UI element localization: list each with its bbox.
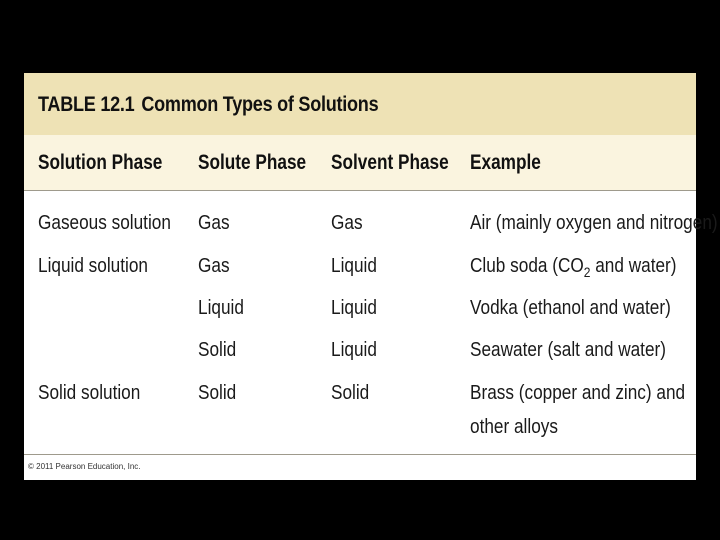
cell-example-line1: Brass (copper and zinc) and (470, 382, 686, 404)
example-text-post: and water) (590, 255, 677, 277)
cell-solvent-phase: Gas (331, 212, 363, 234)
cell-solvent-phase: Solid (331, 382, 370, 404)
cell-solution-phase: Liquid solution (38, 255, 148, 277)
cell-solute-phase: Solid (198, 382, 237, 404)
copyright-notice: © 2011 Pearson Education, Inc. (28, 462, 141, 471)
cell-solution-phase: Gaseous solution (38, 212, 171, 234)
table-title-bar (24, 73, 696, 135)
cell-solute-phase: Gas (198, 255, 230, 277)
cell-solute-phase: Solid (198, 339, 237, 361)
header-solute-phase: Solute Phase (198, 151, 307, 174)
header-solution-phase: Solution Phase (38, 151, 163, 174)
cell-solute-phase: Liquid (198, 297, 244, 319)
cell-solution-phase: Solid solution (38, 382, 141, 404)
cell-example-line2: other alloys (470, 416, 558, 438)
table-header-row (24, 135, 696, 191)
table-name: Common Types of Solutions (141, 93, 379, 116)
table-title (38, 93, 378, 117)
table-panel (24, 73, 718, 480)
cell-example: Air (mainly oxygen and nitrogen) (470, 212, 718, 234)
cell-solvent-phase: Liquid (331, 297, 377, 319)
example-text-pre: Club soda (CO (470, 255, 584, 277)
cell-solvent-phase: Liquid (331, 339, 377, 361)
cell-solvent-phase: Liquid (331, 255, 377, 277)
cell-example: Seawater (salt and water) (470, 339, 666, 361)
cell-example (470, 255, 677, 280)
table-label: TABLE 12.1 (38, 93, 135, 116)
example-subscript: 2 (583, 264, 591, 280)
header-solvent-phase: Solvent Phase (331, 151, 449, 174)
cell-solute-phase: Gas (198, 212, 230, 234)
cell-example: Vodka (ethanol and water) (470, 297, 671, 319)
bottom-rule (24, 454, 696, 455)
header-example: Example (470, 151, 541, 174)
